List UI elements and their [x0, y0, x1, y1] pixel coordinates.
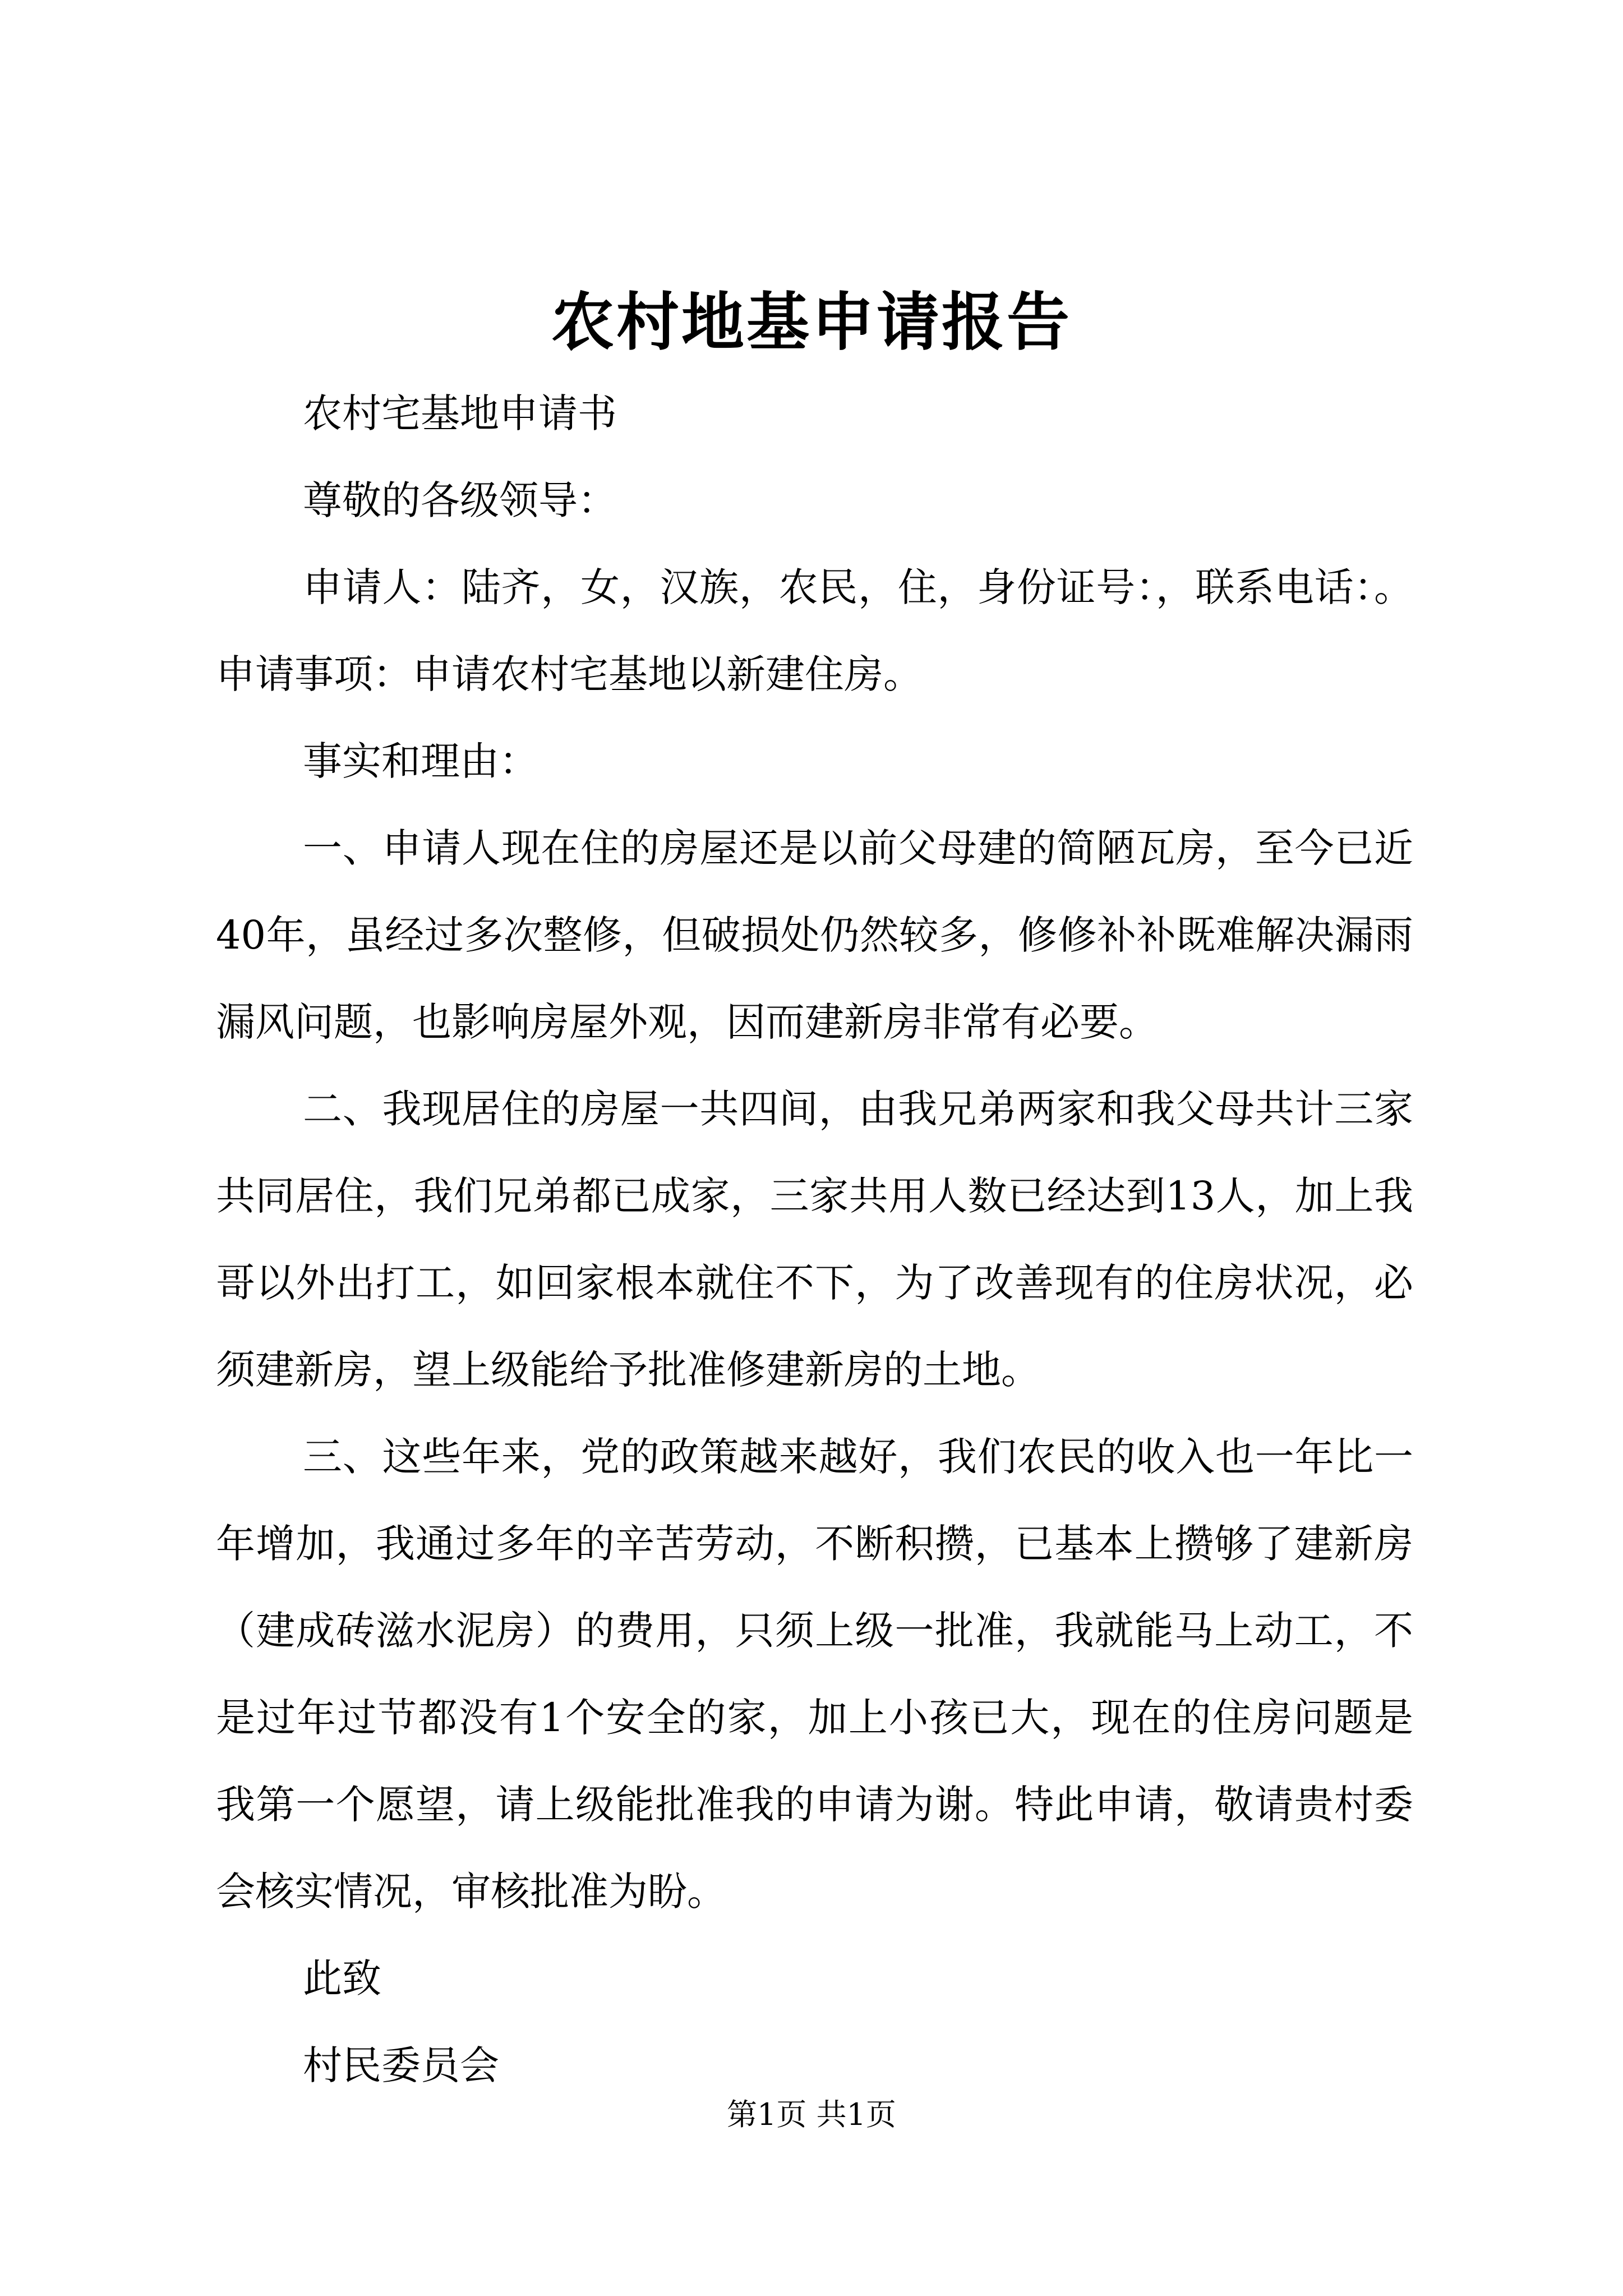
- paragraph-salutation: 尊敬的各级领导：: [303, 477, 617, 523]
- paragraph-applicant: 申请人：陆齐，女，汉族，农民，住，身份证号：，联系电话：。申请事项：申请农村宅基地以新建住房。: [216, 564, 1413, 697]
- paragraph-closing: 此致: [303, 1955, 381, 2001]
- document-title: 农村地基申请报告: [551, 286, 1072, 359]
- paragraph-subtitle: 农村宅基地申请书: [303, 390, 617, 436]
- paragraph-reason-one: 一、申请人现在住的房屋还是以前父母建的简陋瓦房，至今已近40年，虽经过多次整修，但破损处仍然较多，修修补补既难解决漏雨漏风问题，也影响房屋外观，因而建新房非常有必要。: [216, 825, 1413, 1045]
- paragraph-reasons-heading: 事实和理由：: [303, 738, 538, 784]
- paragraph-recipient: 村民委员会: [303, 2042, 499, 2088]
- paragraph-reason-two: 二、我现居住的房屋一共四间，由我兄弟两家和我父母共计三家共同居住，我们兄弟都已成家，三家共用人数已经达到13人，加上我哥以外出打工，如回家根本就住不下，为了改善现有的住房状况，必须建新房，望上级能给予批准修建新房的土地。: [216, 1086, 1413, 1393]
- page-footer: 第1页 共1页: [727, 2097, 896, 2132]
- paragraph-reason-three: 三、这些年来，党的政策越来越好，我们农民的收入也一年比一年增加，我通过多年的辛苦劳动，不断积攒，已基本上攒够了建新房（建成砖滋水泥房）的费用，只须上级一批准，我就能马上动工，不是过年过节都没有1个安全的家，加上小孩已大，现在的住房问题是我第一个愿望，请上级能批准我的申请为谢。特此申请，敬请贵村委会核实情况，审核批准为盼。: [216, 1434, 1413, 1915]
- document-body: [216, 370, 1413, 2109]
